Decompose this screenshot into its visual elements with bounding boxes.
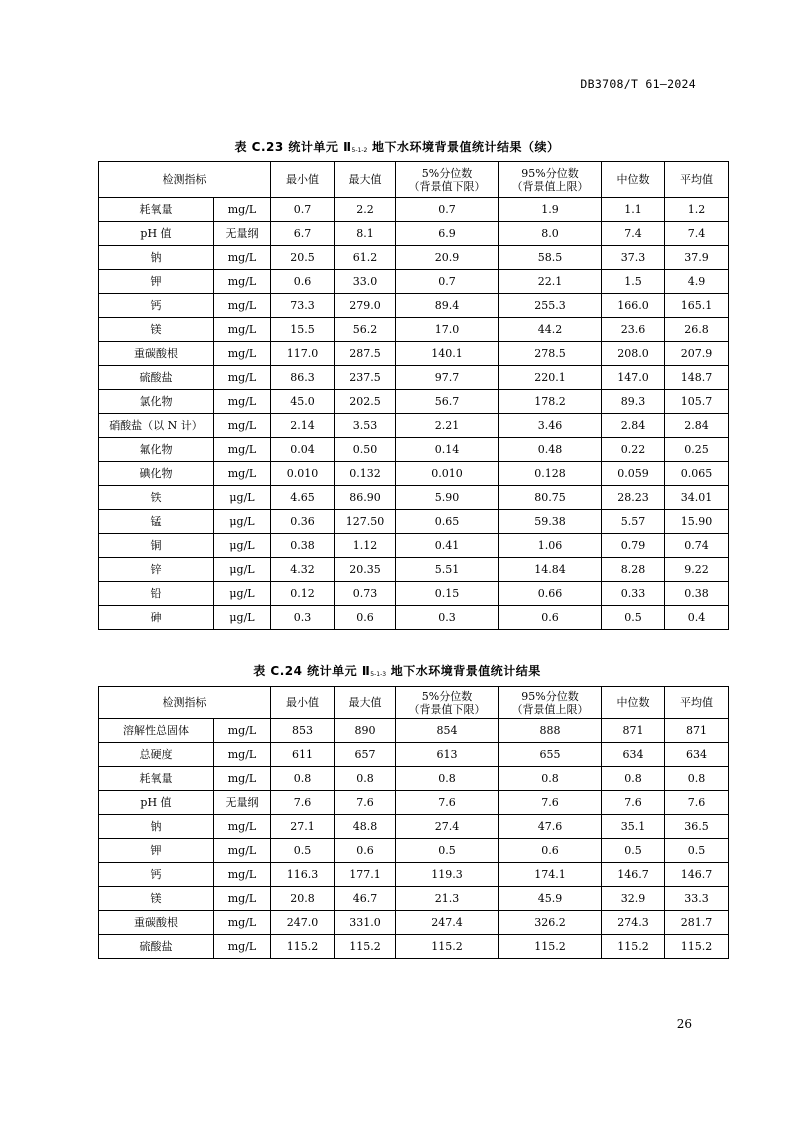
table-row (99, 438, 729, 462)
min-value: 0.6 (271, 270, 335, 294)
p5-value: 0.5 (396, 839, 499, 863)
table-row (99, 510, 729, 534)
table-row (99, 839, 729, 863)
unit: μg/L (214, 582, 271, 606)
table-2-caption (0, 662, 794, 679)
indicator-name: 硝酸盐（以 N 计） (99, 414, 214, 438)
p95-value: 47.6 (499, 815, 602, 839)
median-value: 274.3 (602, 911, 665, 935)
min-value: 0.38 (271, 534, 335, 558)
mean-value: 165.1 (665, 294, 729, 318)
median-value: 7.4 (602, 222, 665, 246)
p5-value: 0.8 (396, 767, 499, 791)
max-value: 0.8 (335, 767, 396, 791)
unit: mg/L (214, 438, 271, 462)
unit: mg/L (214, 294, 271, 318)
unit: 无量纲 (214, 222, 271, 246)
caption-prefix: 表 C.24 统计单元 Ⅱ (253, 664, 371, 678)
table-row (99, 606, 729, 630)
p5-value: 854 (396, 719, 499, 743)
median-value: 0.22 (602, 438, 665, 462)
table-row (99, 270, 729, 294)
mean-value: 7.6 (665, 791, 729, 815)
median-value: 7.6 (602, 791, 665, 815)
indicator-name: 铜 (99, 534, 214, 558)
max-value: 2.2 (335, 198, 396, 222)
table-row (99, 935, 729, 959)
unit: mg/L (214, 414, 271, 438)
table-1-caption (0, 138, 794, 155)
header-p95 (499, 687, 602, 719)
header-p5 (396, 162, 499, 198)
max-value: 46.7 (335, 887, 396, 911)
unit: mg/L (214, 863, 271, 887)
unit: mg/L (214, 911, 271, 935)
header-p95-line1: 95%分位数 (521, 166, 579, 180)
p95-value: 0.6 (499, 839, 602, 863)
min-value: 611 (271, 743, 335, 767)
unit: mg/L (214, 767, 271, 791)
mean-value: 34.01 (665, 486, 729, 510)
table-row (99, 815, 729, 839)
page-number: 26 (676, 1017, 692, 1031)
p95-value: 0.48 (499, 438, 602, 462)
min-value: 4.65 (271, 486, 335, 510)
header-max: 最大值 (335, 162, 396, 198)
header-mean: 平均值 (665, 162, 729, 198)
unit: μg/L (214, 558, 271, 582)
unit: mg/L (214, 342, 271, 366)
p95-value: 888 (499, 719, 602, 743)
unit: mg/L (214, 390, 271, 414)
table-row (99, 462, 729, 486)
mean-value: 0.5 (665, 839, 729, 863)
indicator-name: 耗氧量 (99, 767, 214, 791)
median-value: 871 (602, 719, 665, 743)
p95-value: 220.1 (499, 366, 602, 390)
median-value: 1.1 (602, 198, 665, 222)
max-value: 202.5 (335, 390, 396, 414)
max-value: 0.6 (335, 606, 396, 630)
header-indicator: 检测指标 (99, 687, 271, 719)
p95-value: 80.75 (499, 486, 602, 510)
median-value: 5.57 (602, 510, 665, 534)
table-row (99, 743, 729, 767)
table-row (99, 366, 729, 390)
indicator-name: 硫酸盐 (99, 935, 214, 959)
p5-value: 56.7 (396, 390, 499, 414)
median-value: 32.9 (602, 887, 665, 911)
unit: μg/L (214, 486, 271, 510)
median-value: 147.0 (602, 366, 665, 390)
p95-value: 278.5 (499, 342, 602, 366)
max-value: 287.5 (335, 342, 396, 366)
indicator-name: 氟化物 (99, 438, 214, 462)
p5-value: 5.90 (396, 486, 499, 510)
indicator-name: 硫酸盐 (99, 366, 214, 390)
p95-value: 178.2 (499, 390, 602, 414)
max-value: 86.90 (335, 486, 396, 510)
p5-value: 21.3 (396, 887, 499, 911)
unit: mg/L (214, 743, 271, 767)
median-value: 8.28 (602, 558, 665, 582)
header-mean: 平均值 (665, 687, 729, 719)
mean-value: 4.9 (665, 270, 729, 294)
p95-value: 59.38 (499, 510, 602, 534)
p95-value: 3.46 (499, 414, 602, 438)
max-value: 48.8 (335, 815, 396, 839)
header-p5 (396, 687, 499, 719)
table-row (99, 767, 729, 791)
max-value: 56.2 (335, 318, 396, 342)
mean-value: 148.7 (665, 366, 729, 390)
min-value: 27.1 (271, 815, 335, 839)
p5-value: 0.7 (396, 198, 499, 222)
table-row (99, 486, 729, 510)
mean-value: 105.7 (665, 390, 729, 414)
header-median: 中位数 (602, 687, 665, 719)
indicator-name: 溶解性总固体 (99, 719, 214, 743)
p95-value: 7.6 (499, 791, 602, 815)
header-p5-line2: （背景值下限） (408, 702, 486, 716)
p95-value: 45.9 (499, 887, 602, 911)
max-value: 0.132 (335, 462, 396, 486)
p5-value: 27.4 (396, 815, 499, 839)
median-value: 0.8 (602, 767, 665, 791)
p5-value: 0.7 (396, 270, 499, 294)
median-value: 634 (602, 743, 665, 767)
median-value: 1.5 (602, 270, 665, 294)
indicator-name: 氯化物 (99, 390, 214, 414)
unit: mg/L (214, 719, 271, 743)
median-value: 0.79 (602, 534, 665, 558)
mean-value: 0.4 (665, 606, 729, 630)
min-value: 0.3 (271, 606, 335, 630)
median-value: 146.7 (602, 863, 665, 887)
header-p5-line1: 5%分位数 (421, 689, 473, 703)
table-row (99, 911, 729, 935)
mean-value: 0.25 (665, 438, 729, 462)
table-row (99, 390, 729, 414)
table-row (99, 534, 729, 558)
mean-value: 15.90 (665, 510, 729, 534)
median-value: 0.33 (602, 582, 665, 606)
header-p95-line2: （背景值上限） (511, 179, 589, 193)
document-id: DB3708/T 61—2024 (580, 77, 696, 91)
indicator-name: 重碳酸根 (99, 342, 214, 366)
mean-value: 207.9 (665, 342, 729, 366)
indicator-name: pH 值 (99, 791, 214, 815)
max-value: 657 (335, 743, 396, 767)
p5-value: 7.6 (396, 791, 499, 815)
unit: mg/L (214, 887, 271, 911)
min-value: 116.3 (271, 863, 335, 887)
indicator-name: 锌 (99, 558, 214, 582)
table-row (99, 294, 729, 318)
max-value: 279.0 (335, 294, 396, 318)
header-p95-line2: （背景值上限） (511, 702, 589, 716)
median-value: 23.6 (602, 318, 665, 342)
p5-value: 97.7 (396, 366, 499, 390)
indicator-name: 碘化物 (99, 462, 214, 486)
p5-value: 140.1 (396, 342, 499, 366)
median-value: 89.3 (602, 390, 665, 414)
mean-value: 9.22 (665, 558, 729, 582)
mean-value: 0.74 (665, 534, 729, 558)
max-value: 890 (335, 719, 396, 743)
mean-value: 0.38 (665, 582, 729, 606)
indicator-name: 铁 (99, 486, 214, 510)
mean-value: 146.7 (665, 863, 729, 887)
p5-value: 0.010 (396, 462, 499, 486)
header-p95 (499, 162, 602, 198)
min-value: 0.010 (271, 462, 335, 486)
unit: mg/L (214, 270, 271, 294)
unit: mg/L (214, 366, 271, 390)
p95-value: 326.2 (499, 911, 602, 935)
min-value: 0.7 (271, 198, 335, 222)
p5-value: 5.51 (396, 558, 499, 582)
mean-value: 115.2 (665, 935, 729, 959)
table-row (99, 246, 729, 270)
max-value: 61.2 (335, 246, 396, 270)
max-value: 0.6 (335, 839, 396, 863)
p95-value: 0.128 (499, 462, 602, 486)
indicator-name: 钾 (99, 270, 214, 294)
indicator-name: 钠 (99, 246, 214, 270)
mean-value: 1.2 (665, 198, 729, 222)
median-value: 28.23 (602, 486, 665, 510)
header-indicator: 检测指标 (99, 162, 271, 198)
min-value: 20.5 (271, 246, 335, 270)
min-value: 4.32 (271, 558, 335, 582)
max-value: 177.1 (335, 863, 396, 887)
p95-value: 655 (499, 743, 602, 767)
min-value: 853 (271, 719, 335, 743)
unit: μg/L (214, 606, 271, 630)
mean-value: 26.8 (665, 318, 729, 342)
min-value: 0.12 (271, 582, 335, 606)
mean-value: 7.4 (665, 222, 729, 246)
max-value: 115.2 (335, 935, 396, 959)
caption-subscript: 5-1-3 (370, 671, 387, 678)
header-p5-line2: （背景值下限） (408, 179, 486, 193)
table-row (99, 558, 729, 582)
max-value: 127.50 (335, 510, 396, 534)
p95-value: 115.2 (499, 935, 602, 959)
min-value: 117.0 (271, 342, 335, 366)
p95-value: 0.8 (499, 767, 602, 791)
table-row (99, 887, 729, 911)
table-row (99, 791, 729, 815)
max-value: 8.1 (335, 222, 396, 246)
unit: mg/L (214, 198, 271, 222)
p5-value: 0.41 (396, 534, 499, 558)
median-value: 115.2 (602, 935, 665, 959)
indicator-name: 耗氧量 (99, 198, 214, 222)
max-value: 0.73 (335, 582, 396, 606)
median-value: 166.0 (602, 294, 665, 318)
statistics-table-2 (98, 686, 729, 959)
p5-value: 6.9 (396, 222, 499, 246)
caption-suffix: 地下水环境背景值统计结果 (386, 664, 541, 678)
mean-value: 634 (665, 743, 729, 767)
unit: mg/L (214, 318, 271, 342)
p95-value: 22.1 (499, 270, 602, 294)
mean-value: 0.8 (665, 767, 729, 791)
p5-value: 613 (396, 743, 499, 767)
table-row (99, 863, 729, 887)
p95-value: 14.84 (499, 558, 602, 582)
p5-value: 247.4 (396, 911, 499, 935)
p95-value: 8.0 (499, 222, 602, 246)
p5-value: 2.21 (396, 414, 499, 438)
p5-value: 0.3 (396, 606, 499, 630)
unit: mg/L (214, 815, 271, 839)
median-value: 0.059 (602, 462, 665, 486)
indicator-name: 钙 (99, 294, 214, 318)
mean-value: 37.9 (665, 246, 729, 270)
caption-suffix: 地下水环境背景值统计结果（续） (367, 140, 560, 154)
median-value: 37.3 (602, 246, 665, 270)
indicator-name: 钙 (99, 863, 214, 887)
unit: μg/L (214, 510, 271, 534)
max-value: 3.53 (335, 414, 396, 438)
unit: mg/L (214, 462, 271, 486)
max-value: 237.5 (335, 366, 396, 390)
mean-value: 36.5 (665, 815, 729, 839)
table-1-body (99, 198, 729, 630)
median-value: 208.0 (602, 342, 665, 366)
min-value: 86.3 (271, 366, 335, 390)
indicator-name: pH 值 (99, 222, 214, 246)
mean-value: 33.3 (665, 887, 729, 911)
table-row (99, 582, 729, 606)
p95-value: 1.9 (499, 198, 602, 222)
min-value: 7.6 (271, 791, 335, 815)
header-p95-line1: 95%分位数 (521, 689, 579, 703)
p5-value: 0.15 (396, 582, 499, 606)
max-value: 1.12 (335, 534, 396, 558)
indicator-name: 锰 (99, 510, 214, 534)
unit: mg/L (214, 935, 271, 959)
indicator-name: 重碳酸根 (99, 911, 214, 935)
min-value: 0.04 (271, 438, 335, 462)
p5-value: 0.14 (396, 438, 499, 462)
p95-value: 174.1 (499, 863, 602, 887)
table-row (99, 342, 729, 366)
table-row (99, 318, 729, 342)
min-value: 0.8 (271, 767, 335, 791)
mean-value: 281.7 (665, 911, 729, 935)
min-value: 20.8 (271, 887, 335, 911)
indicator-name: 镁 (99, 318, 214, 342)
header-median: 中位数 (602, 162, 665, 198)
p5-value: 115.2 (396, 935, 499, 959)
p95-value: 0.66 (499, 582, 602, 606)
p5-value: 17.0 (396, 318, 499, 342)
max-value: 7.6 (335, 791, 396, 815)
min-value: 6.7 (271, 222, 335, 246)
min-value: 115.2 (271, 935, 335, 959)
max-value: 33.0 (335, 270, 396, 294)
p5-value: 20.9 (396, 246, 499, 270)
indicator-name: 钠 (99, 815, 214, 839)
caption-subscript: 5-1-2 (351, 147, 368, 154)
median-value: 0.5 (602, 606, 665, 630)
header-max: 最大值 (335, 687, 396, 719)
p95-value: 44.2 (499, 318, 602, 342)
header-p5-line1: 5%分位数 (421, 166, 473, 180)
mean-value: 871 (665, 719, 729, 743)
table-header-row (99, 162, 729, 198)
mean-value: 0.065 (665, 462, 729, 486)
min-value: 247.0 (271, 911, 335, 935)
p95-value: 1.06 (499, 534, 602, 558)
min-value: 2.14 (271, 414, 335, 438)
p5-value: 119.3 (396, 863, 499, 887)
indicator-name: 镁 (99, 887, 214, 911)
p95-value: 0.6 (499, 606, 602, 630)
p5-value: 0.65 (396, 510, 499, 534)
indicator-name: 钾 (99, 839, 214, 863)
header-min: 最小值 (271, 687, 335, 719)
statistics-table-1 (98, 161, 729, 630)
unit: 无量纲 (214, 791, 271, 815)
table-row (99, 719, 729, 743)
header-min: 最小值 (271, 162, 335, 198)
min-value: 0.5 (271, 839, 335, 863)
indicator-name: 砷 (99, 606, 214, 630)
table-row (99, 414, 729, 438)
p95-value: 58.5 (499, 246, 602, 270)
unit: μg/L (214, 534, 271, 558)
caption-prefix: 表 C.23 统计单元 Ⅱ (234, 140, 352, 154)
table-2-body (99, 719, 729, 959)
indicator-name: 铅 (99, 582, 214, 606)
median-value: 0.5 (602, 839, 665, 863)
min-value: 73.3 (271, 294, 335, 318)
unit: mg/L (214, 839, 271, 863)
median-value: 2.84 (602, 414, 665, 438)
p95-value: 255.3 (499, 294, 602, 318)
p5-value: 89.4 (396, 294, 499, 318)
max-value: 20.35 (335, 558, 396, 582)
table-row (99, 198, 729, 222)
table-row (99, 222, 729, 246)
indicator-name: 总硬度 (99, 743, 214, 767)
max-value: 0.50 (335, 438, 396, 462)
min-value: 0.36 (271, 510, 335, 534)
median-value: 35.1 (602, 815, 665, 839)
min-value: 45.0 (271, 390, 335, 414)
table-header-row (99, 687, 729, 719)
unit: mg/L (214, 246, 271, 270)
min-value: 15.5 (271, 318, 335, 342)
max-value: 331.0 (335, 911, 396, 935)
mean-value: 2.84 (665, 414, 729, 438)
